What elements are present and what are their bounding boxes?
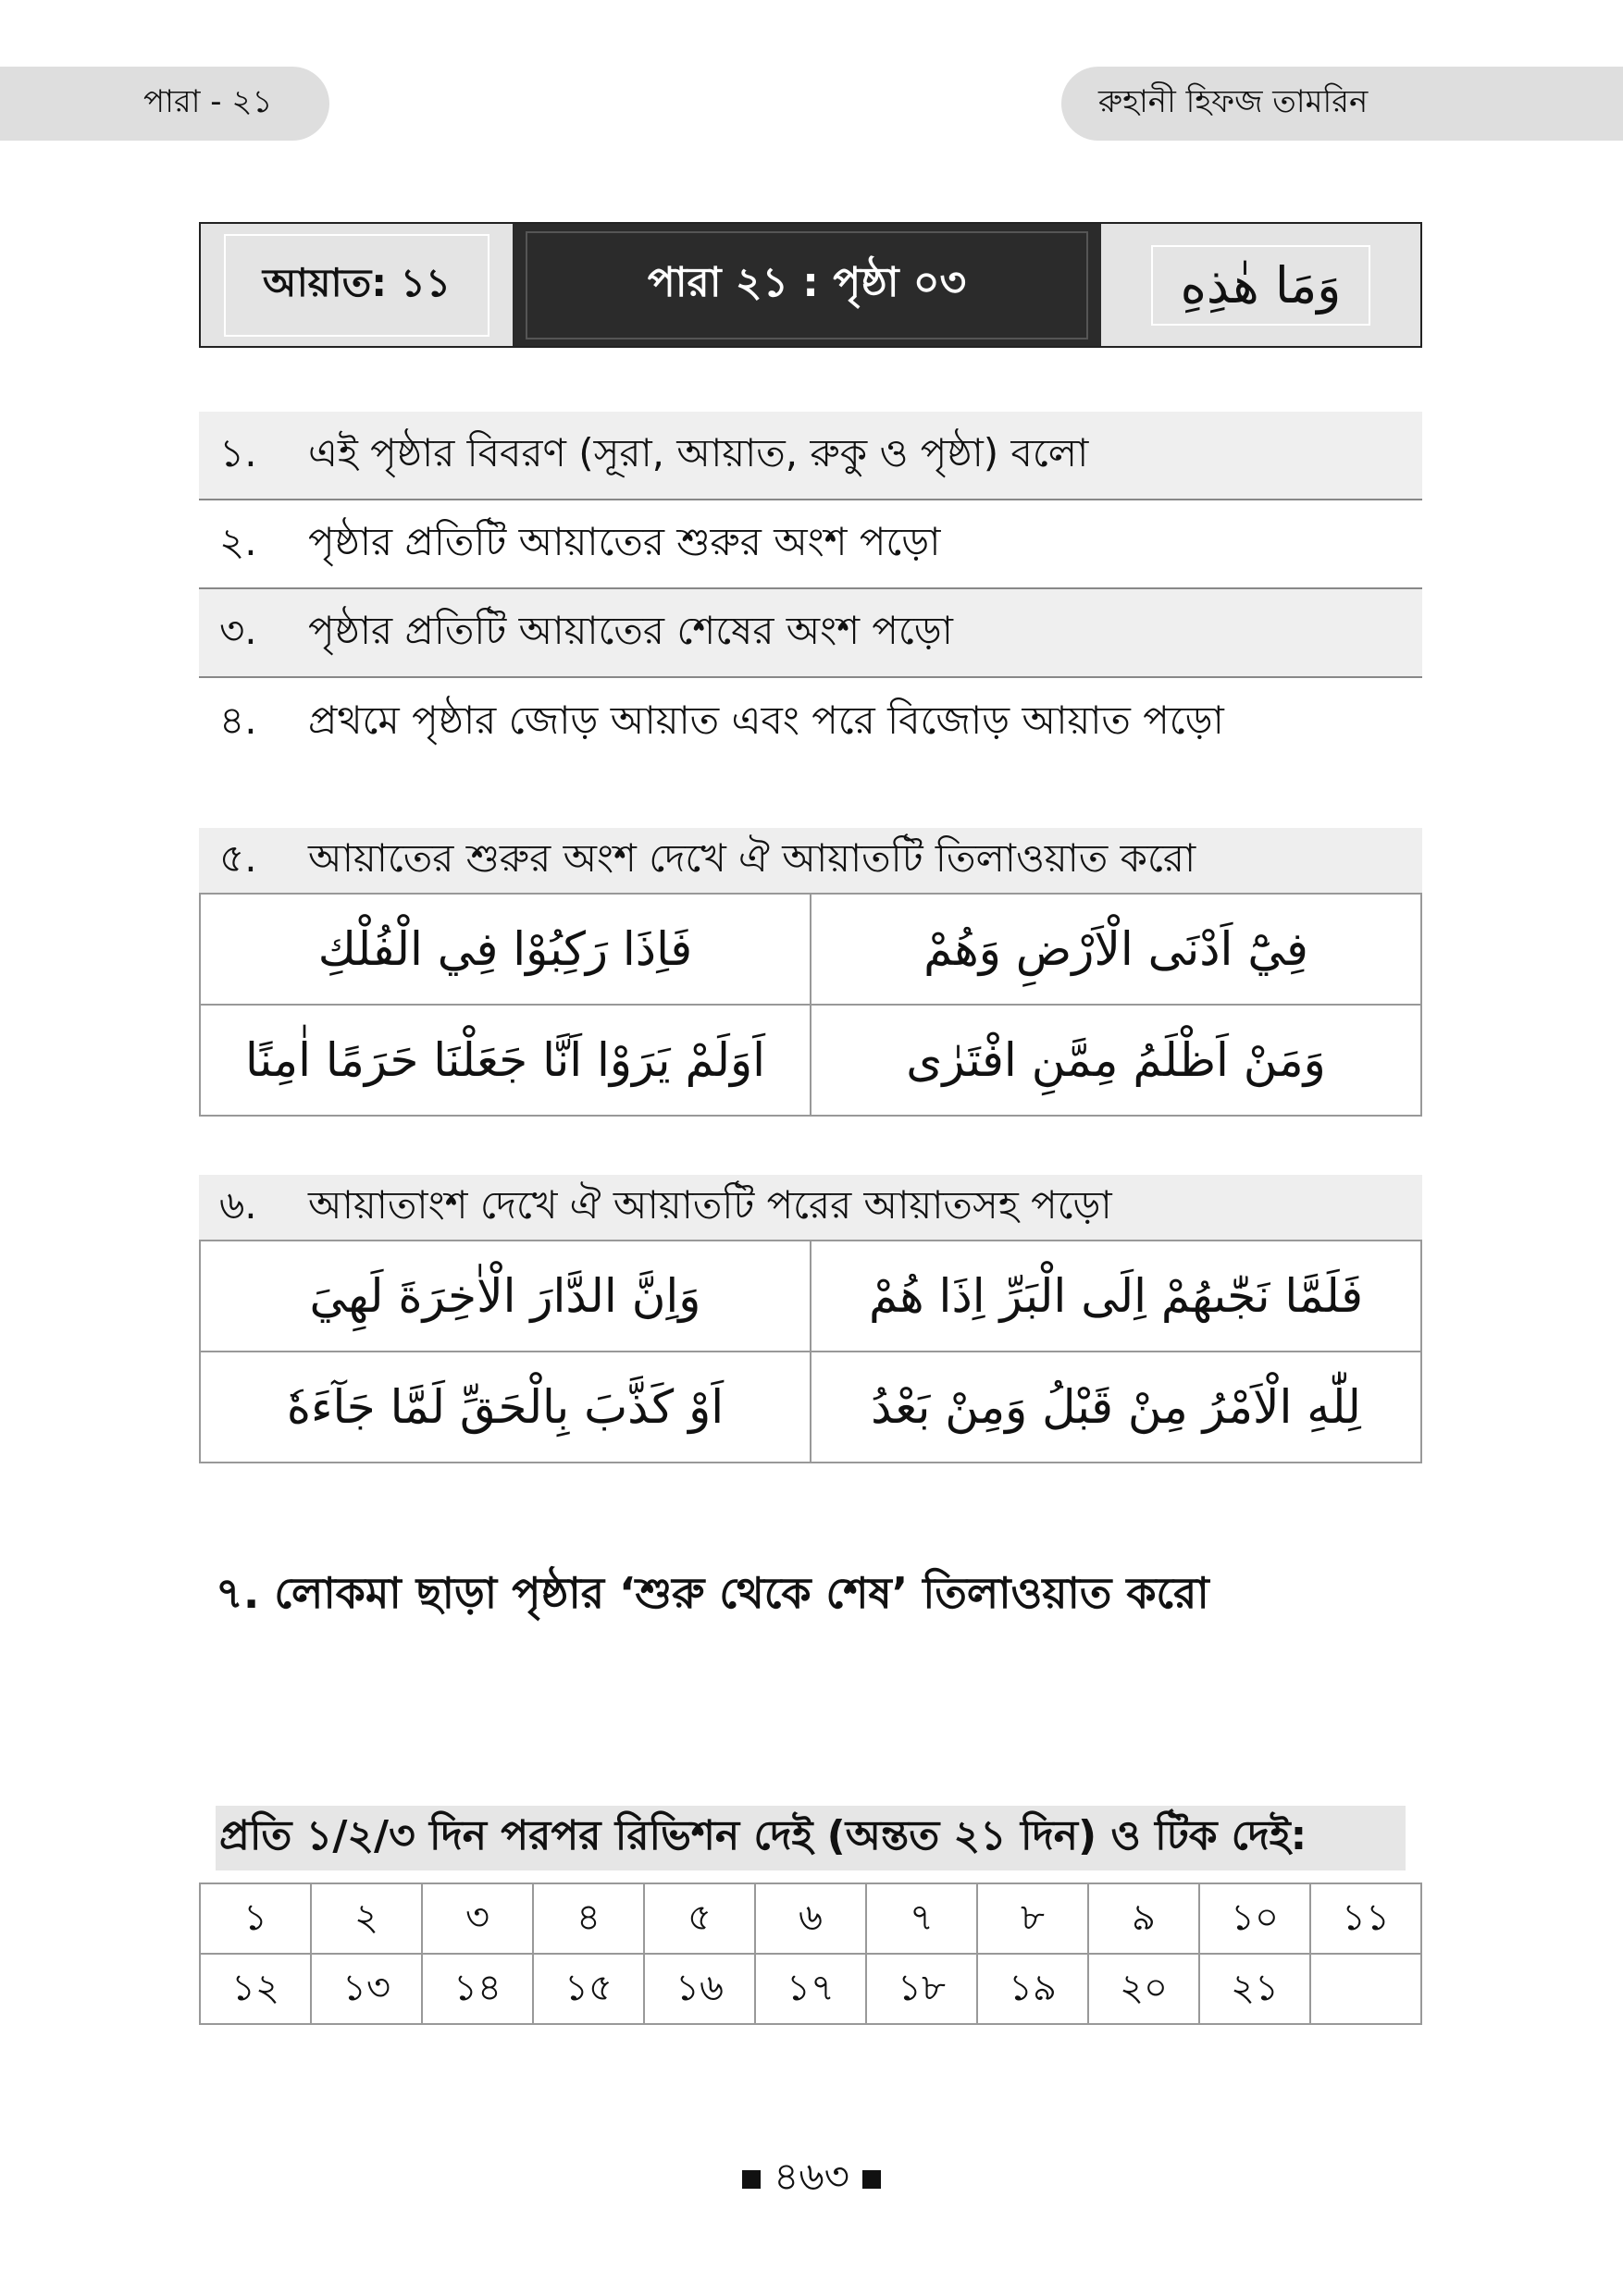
square-bullet-icon	[742, 2170, 761, 2189]
revision-heading: প্রতি ১/২/৩ দিন পরপর রিভিশন দেই (অন্তত ২১ দিন) ও টিক দেই:	[216, 1806, 1406, 1870]
day-cell[interactable]: ১০	[1199, 1883, 1310, 1954]
instruction-item	[199, 412, 1422, 500]
section5-table	[199, 893, 1422, 1117]
section6-number: ৬.	[219, 1181, 257, 1228]
arabic-cell: وَمَنْ اَظْلَمُ مِمَّنِ افْتَرٰى	[811, 1005, 1421, 1116]
day-cell-empty[interactable]	[1310, 1954, 1421, 2024]
day-cell[interactable]: ৮	[977, 1883, 1088, 1954]
instruction-number: ৪.	[219, 697, 257, 743]
page-number: ৪৬৩	[774, 2154, 849, 2199]
instruction-number: ১.	[219, 429, 257, 475]
instruction-item	[199, 678, 1422, 767]
table-row	[200, 894, 1421, 1005]
para-page-cell	[513, 224, 1101, 346]
arabic-cell: اَوْ كَذَّبَ بِالْحَقِّ لَمَّا جَآءَهٗ	[200, 1352, 811, 1463]
header-right-text: রুহানী হিফজ তামরিন	[1098, 82, 1369, 120]
day-cell[interactable]: ১৯	[977, 1954, 1088, 2024]
day-cell[interactable]: ১৪	[422, 1954, 533, 2024]
ayat-count-cell	[201, 224, 513, 346]
day-cell[interactable]: ১৭	[755, 1954, 866, 2024]
para-page: পারা ২১ : পৃষ্ঠা ০৩	[526, 231, 1088, 339]
day-cell[interactable]: ১৬	[644, 1954, 755, 2024]
day-cell[interactable]: ৫	[644, 1883, 755, 1954]
table-row	[200, 1241, 1421, 1352]
day-cell[interactable]: ৩	[422, 1883, 533, 1954]
day-cell[interactable]: ১৫	[533, 1954, 644, 2024]
arabic-cell: فَاِذَا رَكِبُوْا فِي الْفُلْكِ	[200, 894, 811, 1005]
instruction-text: পৃষ্ঠার প্রতিটি আয়াতের শুরুর অংশ পড়ো	[308, 518, 941, 564]
instruction-text: প্রথমে পৃষ্ঠার জোড় আয়াত এবং পরে বিজোড় আয়াত পড়ো	[308, 697, 1224, 743]
day-cell[interactable]: ১১	[1310, 1883, 1421, 1954]
ayat-count: আয়াত: ১১	[224, 234, 489, 337]
header-book-title	[1061, 67, 1623, 141]
header-para-label	[0, 67, 329, 141]
arabic-cell: فِيْٓ اَدْنَى الْاَرْضِ وَهُمْ	[811, 894, 1421, 1005]
arabic-title: وَمَا هٰذِهِ	[1151, 245, 1371, 326]
day-cell[interactable]: ৯	[1088, 1883, 1199, 1954]
instruction-item	[199, 589, 1422, 678]
instruction-list	[199, 412, 1422, 767]
day-cell[interactable]: ১৮	[866, 1954, 977, 2024]
section5-number: ৫.	[219, 834, 257, 881]
header-left-text: পারা - ২১	[143, 82, 273, 120]
day-cell[interactable]: ৭	[866, 1883, 977, 1954]
day-cell[interactable]: ৪	[533, 1883, 644, 1954]
instruction-number: ৩.	[219, 607, 257, 653]
title-box	[199, 222, 1422, 348]
page-footer	[0, 2146, 1623, 2212]
section7-instruction: ৭. লোকমা ছাড়া পৃষ্ঠার ‘শুরু থেকে শেষ’ তিলাওয়াত করো	[216, 1568, 1209, 1618]
day-cell[interactable]: ১৩	[311, 1954, 422, 2024]
arabic-cell: لِلّٰهِ الْاَمْرُ مِنْ قَبْلُ وَمِنْ بَعْدُ	[811, 1352, 1421, 1463]
instruction-number: ২.	[219, 518, 257, 564]
square-bullet-icon	[862, 2170, 881, 2189]
revision-tracker-table	[199, 1882, 1422, 2025]
section6-heading	[199, 1175, 1422, 1240]
arabic-cell: وَاِنَّ الدَّارَ الْاٰخِرَةَ لَهِيَ	[200, 1241, 811, 1352]
table-row	[200, 1883, 1421, 1954]
table-row	[200, 1352, 1421, 1463]
section6-title: আয়াতাংশ দেখে ঐ আয়াতটি পরের আয়াতসহ পড়ো	[308, 1181, 1112, 1228]
day-cell[interactable]: ২	[311, 1883, 422, 1954]
section5-title: আয়াতের শুরুর অংশ দেখে ঐ আয়াতটি তিলাওয়াত করো	[308, 834, 1196, 881]
section5-heading	[199, 828, 1422, 893]
day-cell[interactable]: ১	[200, 1883, 311, 1954]
arabic-cell: فَلَمَّا نَجّٰىهُمْ اِلَى الْبَرِّ اِذَا هُمْ	[811, 1241, 1421, 1352]
day-cell[interactable]: ২১	[1199, 1954, 1310, 2024]
day-cell[interactable]: ৬	[755, 1883, 866, 1954]
arabic-cell: اَوَلَمْ يَرَوْا اَنَّا جَعَلْنَا حَرَمًا اٰمِنًا	[200, 1005, 811, 1116]
instruction-item	[199, 500, 1422, 589]
arabic-title-cell	[1101, 224, 1420, 346]
instruction-text: পৃষ্ঠার প্রতিটি আয়াতের শেষের অংশ পড়ো	[308, 607, 953, 653]
instruction-text: এই পৃষ্ঠার বিবরণ (সূরা, আয়াত, রুকু ও পৃষ্ঠা) বলো	[308, 429, 1089, 475]
table-row	[200, 1005, 1421, 1116]
day-cell[interactable]: ১২	[200, 1954, 311, 2024]
table-row	[200, 1954, 1421, 2024]
day-cell[interactable]: ২০	[1088, 1954, 1199, 2024]
section6-table	[199, 1240, 1422, 1463]
